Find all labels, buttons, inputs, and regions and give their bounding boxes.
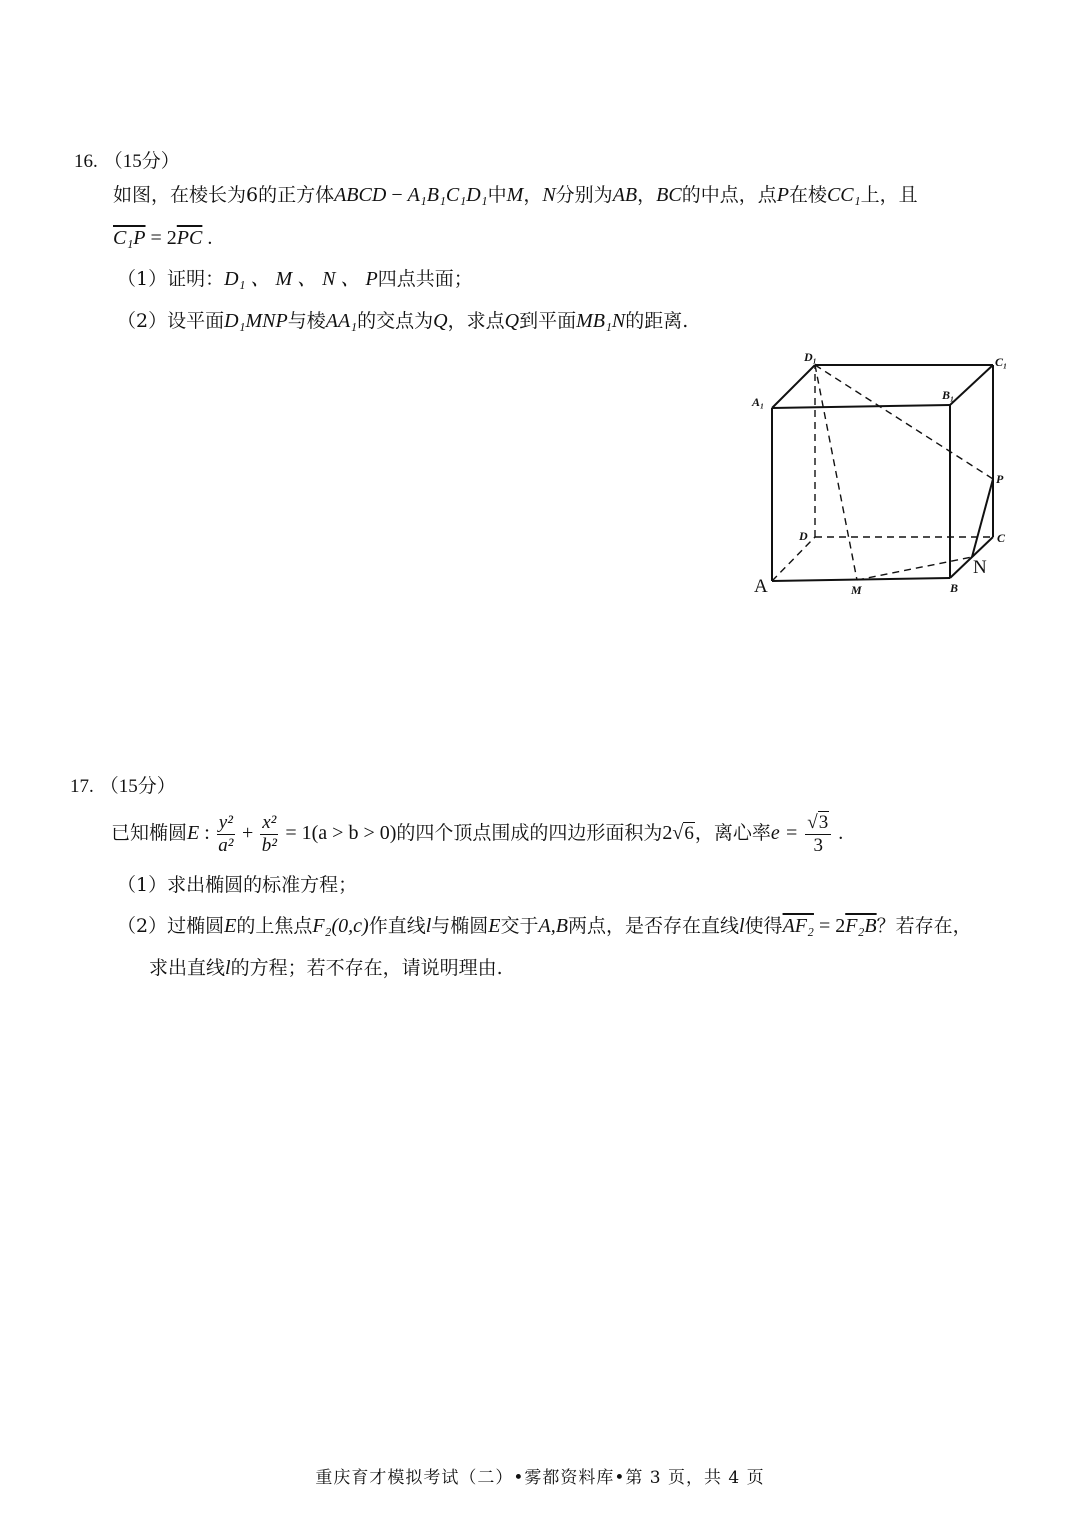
label-C1: C₁: [995, 355, 1008, 369]
q16-stem-line2: $C_1P = 2\overline{PC}$ .: [113, 227, 213, 249]
label-C: C: [997, 531, 1006, 545]
q17-number: 17. （15分）: [70, 776, 176, 797]
edge-B1-C1: [950, 365, 993, 405]
label-P: P: [996, 472, 1004, 486]
edge-A1-B1: [772, 405, 950, 408]
label-N: N: [973, 557, 987, 578]
label-D1: D₁: [804, 350, 817, 364]
q17-part2-line2: 求出直线l的方程；若不存在，请说明理由.: [149, 957, 503, 979]
label-B: B: [950, 581, 959, 595]
q16-number: 16. （15分）: [74, 151, 180, 172]
q17-part2-line1: （2）过椭圆E的上焦点F₂(0,c)作直线l与椭圆E交于A,B两点，是否存在直线l使得AF₂ = 2F₂B？若存在，: [117, 915, 972, 937]
label-M: M: [851, 583, 862, 597]
label-A1: A₁: [752, 395, 765, 409]
fraction-y2-a2: $\frac{\text{y²}}{\text{a²}}$: [218, 811, 234, 856]
q16-part2: （2）设平面D₁MNP与棱AA₁的交点为Q，求点Q到平面MB₁N的距离.: [117, 310, 689, 332]
label-B1: B₁: [942, 388, 955, 402]
cube-figure: [745, 340, 1025, 605]
fraction-eccentricity: $\frac{√3}{3}$: [805, 812, 831, 857]
edge-A-D-hidden: [772, 537, 815, 581]
q16-stem-line1: 如图，在棱长为6的正方体ABCD − A₁B₁C₁D₁中M，N分别为AB，BC的中点，点P在棱CC₁上，且: [113, 184, 918, 206]
segment-M-N: [857, 557, 972, 580]
q16-score: （15分）: [103, 151, 180, 172]
label-D: D: [799, 529, 808, 543]
q17-part1: （1）求出椭圆的标准方程；: [117, 874, 358, 896]
q17-score: （15分）: [99, 776, 176, 797]
label-A: A: [754, 576, 768, 597]
edge-A1-D1: [772, 365, 815, 408]
q16-part1: （1）证明：D₁ 、 M 、 N 、 P四点共面；: [117, 268, 473, 290]
page-footer: 重庆育才模拟考试（二）•雾都资料库•第 3 页，共 4 页: [315, 1468, 765, 1488]
segment-N-P: [972, 479, 993, 557]
fraction-x2-b2: $\frac{\text{x²}}{\text{b²}}$: [261, 811, 277, 856]
q17-stem: 已知椭圆E : $\frac{\text{y²}}{\text{a²}}$ + $\frac{\text{x²}}{\text{b²}}$ = 1(a > b > 0)的四个顶点围成的四边形面积为2√6，离心率e = $\frac{√3}{3}$ .: [111, 811, 844, 856]
segment-D1-P: [815, 365, 993, 479]
segment-D1-M: [815, 365, 857, 580]
